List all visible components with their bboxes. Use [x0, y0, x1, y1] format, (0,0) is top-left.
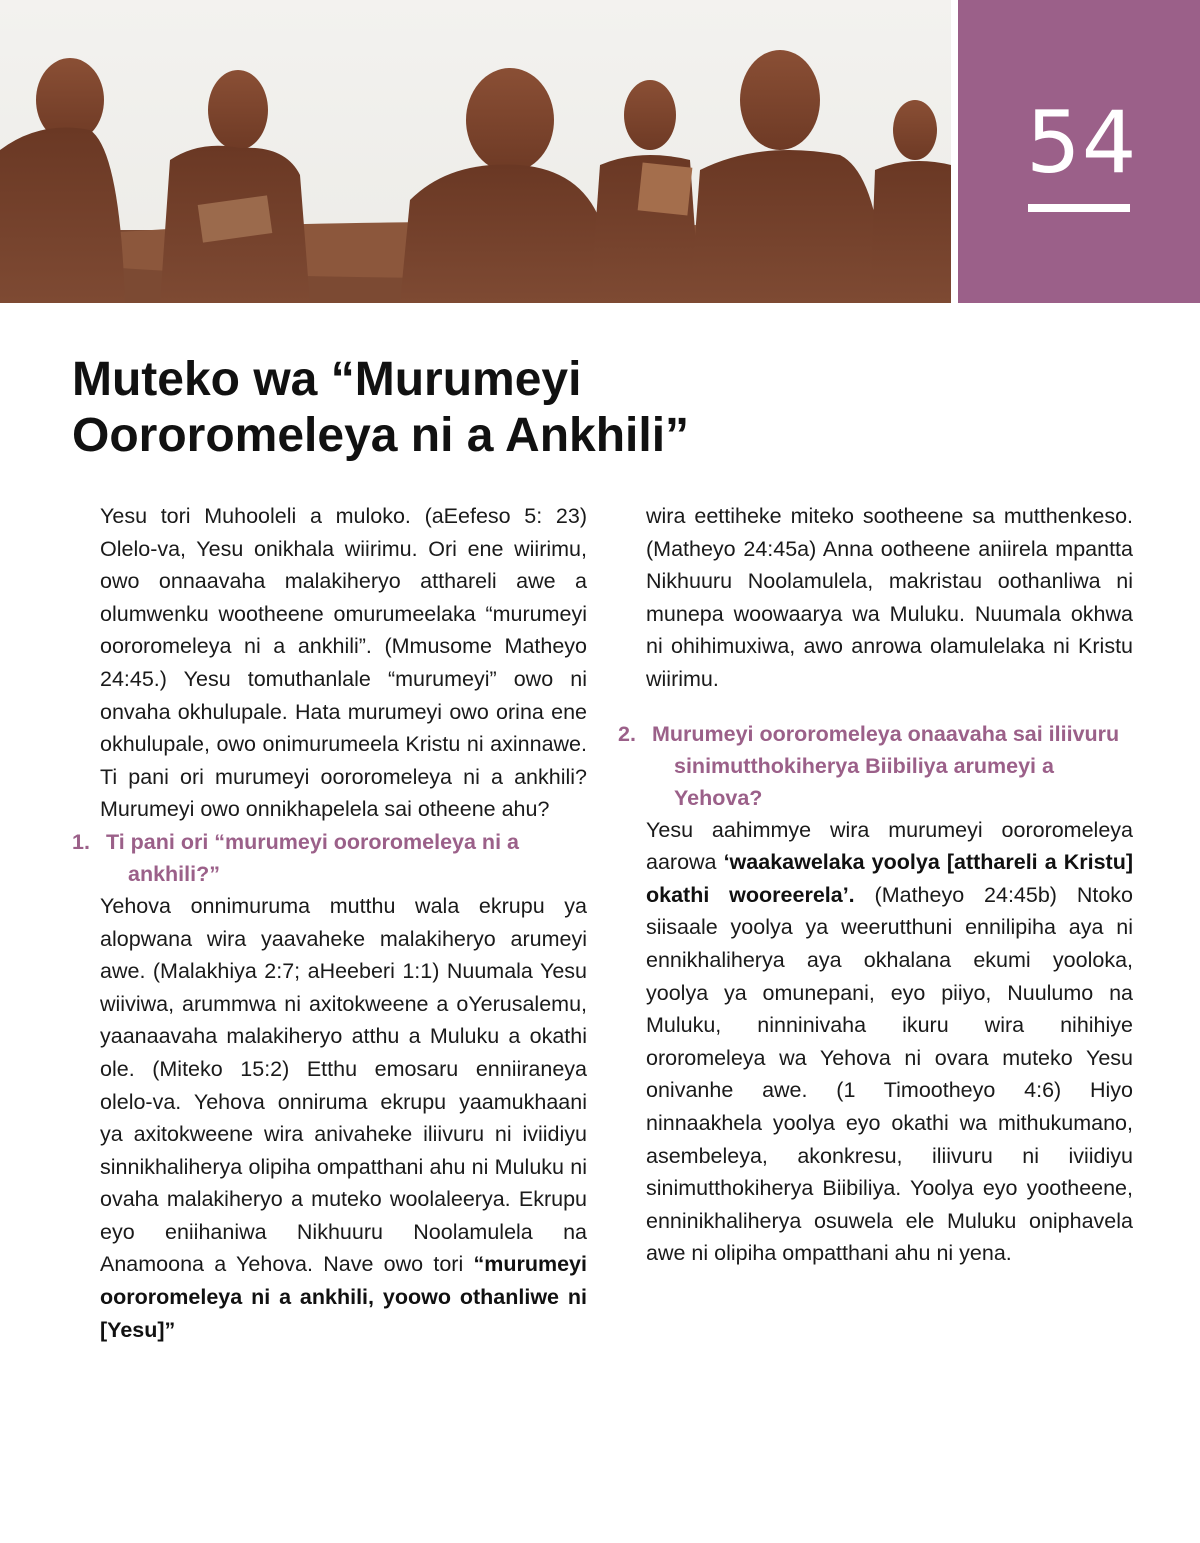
intro-paragraph: Yesu tori Muhooleli a muloko. (aEefeso 5: 23) Olelo-va, Yesu onikhala wiirimu. Ori ene wiirimu, owo onnaavaha malakiheryo atthareli awe a olumwenku wootheene omurumeelaka “murumeyi oororomeleya ni a ankhili”. (Mmusome Matheyo 24:45.) Yesu tomuthanlale “murumeyi” owo ni onvaha okhulupale. Hata murumeyi owo orina ene okhulupale, owo onimurumeela Kristu ni axinnawe. Ti pani ori murumeyi oororomeleya ni a ankhili? Murumeyi owo onnikhapelela sai otheene ahu?: [100, 504, 587, 822]
answer-1-paragraph: [100, 890, 587, 1346]
lesson-number: 54: [1026, 93, 1138, 193]
page-title-line-2: Oororomeleya ni a Ankhili”: [72, 409, 690, 462]
answer-2-text-a: Yesu aahimmye wira murumeyi oororomeleya aarowa: [646, 817, 1133, 875]
question-1-heading: 1. Ti pani ori “murumeyi oororomeleya ni a ankhili?”: [72, 829, 519, 886]
right-column: [618, 500, 1133, 1270]
answer-1-text-continued: wira eettiheke miteko sootheene sa mutthenkeso. (Matheyo 24:45a) Anna ootheene aniirela mpantta Nikhuuru Noolamulela, makristau oothanliwa ni munepa woowaarya wa Muluku. Nuumala okhwa ni ohihimuxiwa, awo anrowa olamulelaka ni Kristu wiirimu.: [646, 504, 1133, 691]
left-column: [72, 500, 587, 1346]
answer-1-text: Yehova onnimuruma mutthu wala ekrupu ya alopwana wira yaavaheke malakiheryo arumeyi awe. (Malakhiya 2:7; aHeeberi 1:1) Nuumala Yesu wiiviwa, arummwa ni axitokweene a oYerusalemu, yaanaavaha malakiheryo atthu a Muluku a okathi ole. (Miteko 15:2) Etthu emosaru enniiraneya olelo-va. Yehova onniruma ekrupu yaamukhaani ya axitokweene wira anivaheke iliivuru ni iviidiyu sinnikhaliherya olipiha ompatthani ahu ni Muluku ni ovaha malakiheryo a muteko woolaleerya. Ekrupu eyo eniihaniwa Nikhuuru Noolamulela na Anamoona a Yehova. Nave owo tori: [100, 893, 587, 1277]
answer-2-text-b: (Matheyo 24:45b) Ntoko siisaale yoolya ya weerutthuni ennilipiha aya ni ennikhaliherya aya okhalana ekumi yooloka, yoolya ya omunepani, eyo piiyo, Nuulumo na Muluku, ninninivaha ikuru wira nihihiye ororomeleya wa Yehova ni ovara muteko Yesu onivanhe awe. (1 Timootheyo 4:6) Hiyo ninnaakhela yoolya eyo okathi wa mithukumano, asembeleya, akonkresu, iliivuru ni iviidiyu sinimutthokiherya Biibiliya. Yoolya eyo yootheene, enninikhaliherya osuwela ele Muluku oniphavela awe ni olipiha ompatthani ahu ni yena.: [646, 882, 1133, 1266]
answer-1-paragraph-continued: [646, 500, 1133, 696]
answer-2-bold-quote: ‘waakawelaka yoolya [atthareli a Kristu] okathi wooreerela’.: [646, 850, 1133, 907]
question-2-heading: 2. Murumeyi oororomeleya onaavaha sai iliivuru sinimutthokiherya Biibiliya arumeyi a Yehova?: [618, 721, 1120, 810]
lesson-number-underline: [1028, 204, 1130, 212]
page-title: [72, 352, 832, 464]
page-title-line-1: Muteko wa “Murumeyi: [72, 353, 582, 406]
question-2-text: Murumeyi oororomeleya onaavaha sai iliivuru sinimutthokiherya Biibiliya arumeyi a Yehova?: [651, 721, 1120, 810]
hero-illustration: [0, 0, 951, 303]
question-1-text: Ti pani ori “murumeyi oororomeleya ni a ankhili?”: [105, 829, 519, 886]
answer-1-bold-quote: “murumeyi oororomeleya ni a ankhili, yoowo othanliwe ni [Yesu]”: [100, 1252, 587, 1342]
elders-silhouette-illustration: [0, 0, 951, 303]
answer-2-paragraph: [646, 814, 1133, 1270]
